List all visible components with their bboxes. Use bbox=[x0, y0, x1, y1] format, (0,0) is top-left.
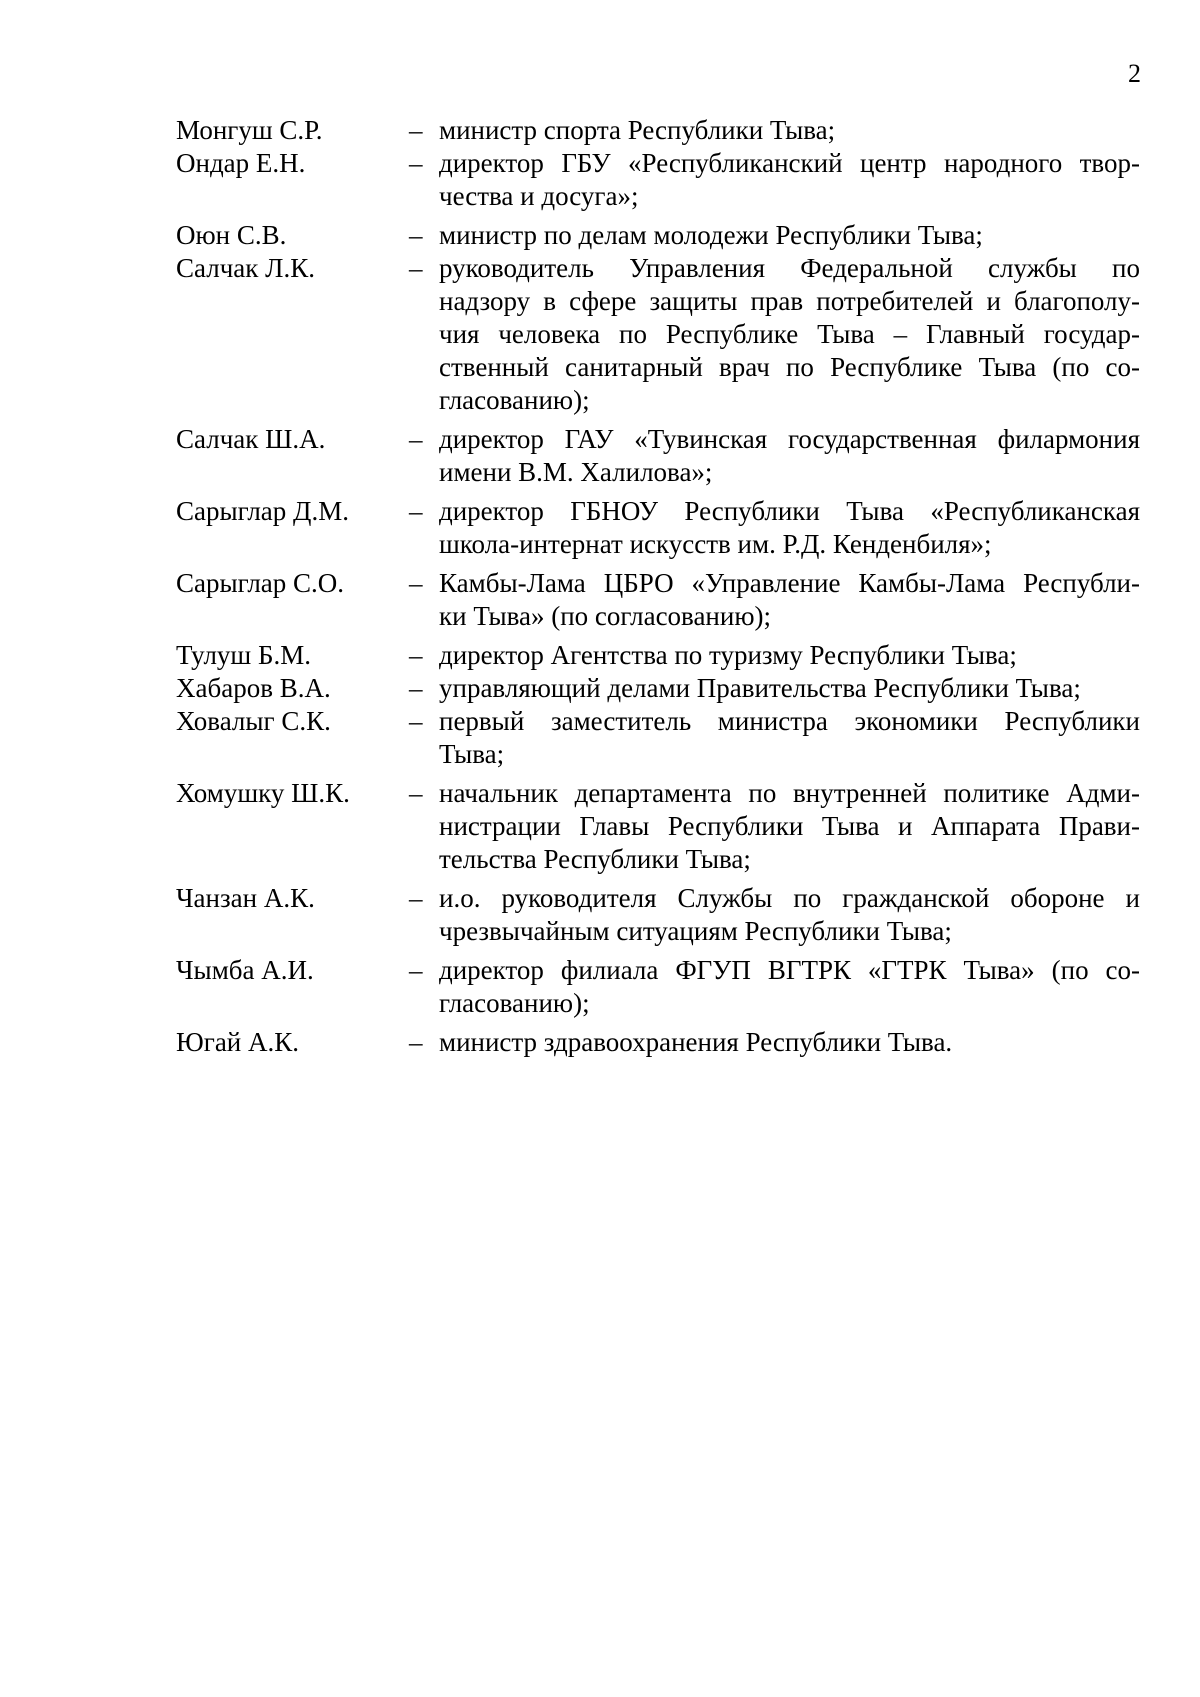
member-dash: – bbox=[409, 1027, 423, 1057]
member-name: Чанзан А.К. bbox=[176, 883, 315, 913]
member-role-line: начальник департамента по внутренней политике Адми- bbox=[439, 778, 1140, 808]
member-role-line: министр здравоохранения Республики Тыва. bbox=[439, 1027, 953, 1057]
member-role-line: первый заместитель министра экономики Республики bbox=[439, 706, 1140, 736]
member-row bbox=[176, 114, 1140, 147]
member-role-line: Тыва; bbox=[439, 739, 505, 769]
member-row bbox=[176, 1026, 1140, 1059]
member-dash: – bbox=[409, 568, 423, 598]
member-role-line: надзору в сфере защиты прав потребителей и благополу- bbox=[439, 286, 1140, 316]
member-row bbox=[176, 423, 1140, 489]
member-role-line: директор филиала ФГУП ВГТРК «ГТРК Тыва» (по со- bbox=[439, 955, 1140, 985]
member-row bbox=[176, 495, 1140, 561]
member-role-line: школа-интернат искусств им. Р.Д. Кенденбиля»; bbox=[439, 529, 992, 559]
page-number: 2 bbox=[1128, 59, 1141, 88]
member-dash: – bbox=[409, 496, 423, 526]
member-role bbox=[439, 219, 1140, 252]
member-role bbox=[439, 423, 1140, 489]
member-role-line: управляющий делами Правительства Республики Тыва; bbox=[439, 673, 1081, 703]
member-role-line: ки Тыва» (по согласованию); bbox=[439, 601, 771, 631]
member-name: Югай А.К. bbox=[176, 1027, 300, 1057]
member-role bbox=[439, 777, 1140, 876]
member-role bbox=[439, 495, 1140, 561]
member-role bbox=[439, 252, 1140, 417]
member-row bbox=[176, 954, 1140, 1020]
member-role bbox=[439, 147, 1140, 213]
member-row bbox=[176, 219, 1140, 252]
member-role-line: руководитель Управления Федеральной службы по bbox=[439, 253, 1140, 283]
member-dash: – bbox=[409, 673, 423, 703]
member-name: Салчак Л.К. bbox=[176, 253, 315, 283]
member-role bbox=[439, 639, 1140, 672]
member-dash: – bbox=[409, 424, 423, 454]
member-row bbox=[176, 147, 1140, 213]
member-name: Хабаров В.А. bbox=[176, 673, 331, 703]
member-role-line: директор ГБНОУ Республики Тыва «Республиканская bbox=[439, 496, 1140, 526]
member-name: Хомушку Ш.К. bbox=[176, 778, 350, 808]
member-role-line: тельства Республики Тыва; bbox=[439, 844, 751, 874]
member-name: Оюн С.В. bbox=[176, 220, 287, 250]
member-name: Тулуш Б.М. bbox=[176, 640, 311, 670]
member-role-line: директор ГАУ «Тувинская государственная филармония bbox=[439, 424, 1140, 454]
member-dash: – bbox=[409, 955, 423, 985]
member-dash: – bbox=[409, 253, 423, 283]
member-dash: – bbox=[409, 706, 423, 736]
member-role-line: ственный санитарный врач по Республике Тыва (по со- bbox=[439, 352, 1140, 382]
member-role-line: директор ГБУ «Республиканский центр народного твор- bbox=[439, 148, 1140, 178]
member-role-line: имени В.М. Халилова»; bbox=[439, 457, 713, 487]
member-dash: – bbox=[409, 640, 423, 670]
member-role bbox=[439, 114, 1140, 147]
member-name: Чымба А.И. bbox=[176, 955, 314, 985]
member-dash: – bbox=[409, 778, 423, 808]
member-name: Сарыглар Д.М. bbox=[176, 496, 349, 526]
member-role-line: чрезвычайным ситуациям Республики Тыва; bbox=[439, 916, 952, 946]
member-name: Салчак Ш.А. bbox=[176, 424, 326, 454]
member-role bbox=[439, 672, 1140, 705]
member-dash: – bbox=[409, 115, 423, 145]
member-row bbox=[176, 567, 1140, 633]
member-name: Ховалыг С.К. bbox=[176, 706, 331, 736]
member-role-line: и.о. руководителя Службы по гражданской обороне и bbox=[439, 883, 1140, 913]
member-dash: – bbox=[409, 883, 423, 913]
member-role bbox=[439, 567, 1140, 633]
member-row bbox=[176, 672, 1140, 705]
member-dash: – bbox=[409, 220, 423, 250]
member-row bbox=[176, 705, 1140, 771]
member-row bbox=[176, 252, 1140, 417]
member-role-line: директор Агентства по туризму Республики Тыва; bbox=[439, 640, 1017, 670]
member-role-line: чества и досуга»; bbox=[439, 181, 639, 211]
member-role bbox=[439, 882, 1140, 948]
member-name: Ондар Е.Н. bbox=[176, 148, 306, 178]
member-role-line: министр спорта Республики Тыва; bbox=[439, 115, 836, 145]
member-dash: – bbox=[409, 148, 423, 178]
member-role-line: министр по делам молодежи Республики Тыва; bbox=[439, 220, 983, 250]
member-row bbox=[176, 882, 1140, 948]
members-list bbox=[176, 114, 1140, 1059]
member-role bbox=[439, 1026, 1140, 1059]
member-role-line: гласованию); bbox=[439, 988, 590, 1018]
member-name: Монгуш С.Р. bbox=[176, 115, 323, 145]
member-role-line: Камбы-Лама ЦБРО «Управление Камбы-Лама Республи- bbox=[439, 568, 1140, 598]
member-row bbox=[176, 639, 1140, 672]
member-name: Сарыглар С.О. bbox=[176, 568, 345, 598]
member-role-line: нистрации Главы Республики Тыва и Аппарата Прави- bbox=[439, 811, 1140, 841]
member-row bbox=[176, 777, 1140, 876]
member-role-line: чия человека по Республике Тыва – Главный государ- bbox=[439, 319, 1140, 349]
member-role bbox=[439, 705, 1140, 771]
member-role bbox=[439, 954, 1140, 1020]
member-role-line: гласованию); bbox=[439, 385, 590, 415]
